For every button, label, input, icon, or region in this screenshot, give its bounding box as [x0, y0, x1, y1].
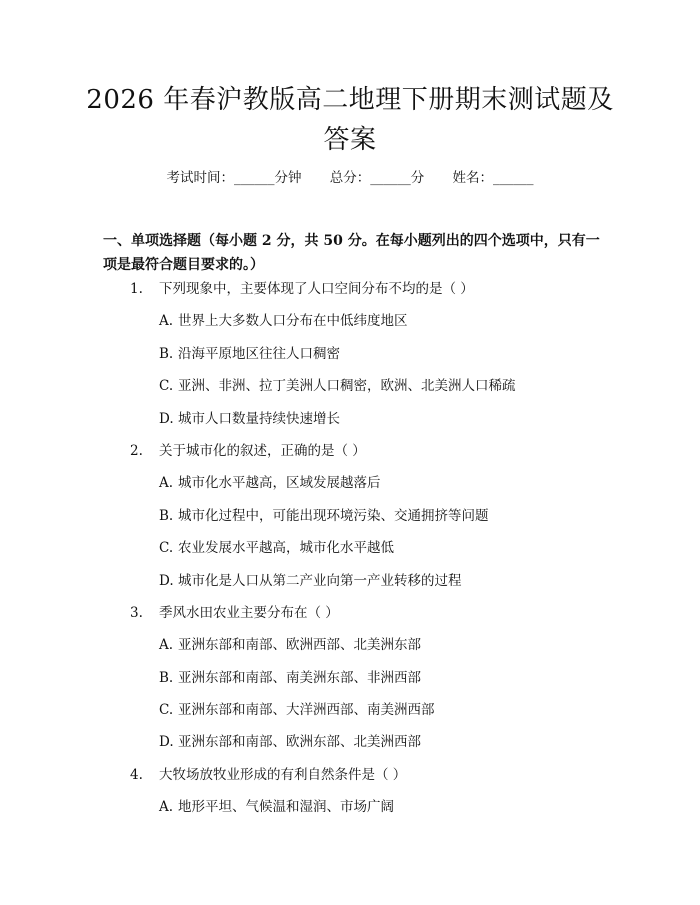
option-label: C.: [159, 540, 174, 557]
option-label: A.: [159, 313, 174, 330]
option-label: A.: [159, 799, 174, 816]
option-text: 城市化是人口从第二产业向第一产业转移的过程: [178, 572, 462, 589]
question-number: 3.: [130, 604, 143, 621]
student-name-field: 姓名：______: [452, 170, 534, 186]
option-label: B.: [159, 507, 174, 524]
option-text: 城市化水平越高，区域发展越落后: [178, 475, 381, 492]
option-label: A.: [159, 637, 174, 654]
question-4: [0, 766, 700, 831]
question-text: 关于城市化的叙述，正确的是（ ）: [159, 442, 366, 459]
total-score-field: 总分：______分: [329, 170, 425, 186]
option-label: B.: [159, 669, 174, 686]
section-heading: 一、单项选择题（每小题 2 分，共 50 分。在每小题列出的四个选项中，只有一项是最符合题目要求的。）: [103, 233, 600, 273]
option-text: 城市人口数量持续快速增长: [178, 410, 340, 427]
exam-info-row: [60, 168, 640, 188]
title-line-2: 答案: [323, 125, 377, 155]
option-c: [0, 701, 700, 733]
option-b: [0, 669, 700, 701]
question-stem: [0, 766, 700, 798]
option-d: [0, 572, 700, 604]
option-label: D.: [159, 410, 174, 427]
question-text: 大牧场放牧业形成的有利自然条件是（ ）: [159, 766, 407, 783]
option-a: [0, 636, 700, 668]
option-text: 农业发展水平越高，城市化水平越低: [178, 540, 394, 557]
question-3: [0, 604, 700, 766]
option-b: [0, 345, 700, 377]
option-d: [0, 733, 700, 765]
question-text: 下列现象中，主要体现了人口空间分布不均的是（ ）: [159, 281, 474, 297]
question-stem: [0, 604, 700, 636]
question-list: [0, 280, 700, 831]
option-b: [0, 507, 700, 539]
option-label: C.: [159, 378, 174, 395]
option-text: 地形平坦、气候温和湿润、市场广阔: [178, 799, 394, 816]
option-label: C.: [159, 702, 174, 719]
page-title: [60, 80, 640, 160]
question-1: [0, 280, 700, 442]
question-stem: [0, 280, 700, 312]
option-label: D.: [159, 734, 174, 751]
option-text: 亚洲东部和南部、大洋洲西部、南美洲西部: [178, 702, 435, 719]
title-line-1: 2026 年春沪教版高二地理下册期末测试题及: [86, 85, 614, 115]
exam-time-field: 考试时间：______分钟: [166, 170, 302, 186]
option-a: [0, 312, 700, 344]
question-stem: [0, 442, 700, 474]
option-a: [0, 474, 700, 506]
option-text: 亚洲东部和南部、南美洲东部、非洲西部: [178, 669, 421, 686]
option-label: B.: [159, 345, 174, 362]
option-c: [0, 539, 700, 571]
option-d: [0, 410, 700, 442]
option-a: [0, 798, 700, 830]
question-number: 2.: [130, 442, 143, 459]
question-number: 1.: [130, 281, 143, 297]
option-text: 城市化过程中，可能出现环境污染、交通拥挤等问题: [178, 507, 489, 524]
option-text: 世界上大多数人口分布在中低纬度地区: [178, 313, 408, 330]
option-text: 亚洲、非洲、拉丁美洲人口稠密，欧洲、北美洲人口稀疏: [178, 378, 516, 395]
option-c: [0, 377, 700, 409]
option-text: 亚洲东部和南部、欧洲西部、北美洲东部: [178, 637, 421, 654]
question-number: 4.: [130, 766, 143, 783]
question-2: [0, 442, 700, 604]
option-label: A.: [159, 475, 174, 492]
question-text: 季风水田农业主要分布在（ ）: [159, 604, 339, 621]
option-text: 亚洲东部和南部、欧洲东部、北美洲西部: [178, 734, 421, 751]
option-text: 沿海平原地区往往人口稠密: [178, 345, 340, 362]
option-label: D.: [159, 572, 174, 589]
